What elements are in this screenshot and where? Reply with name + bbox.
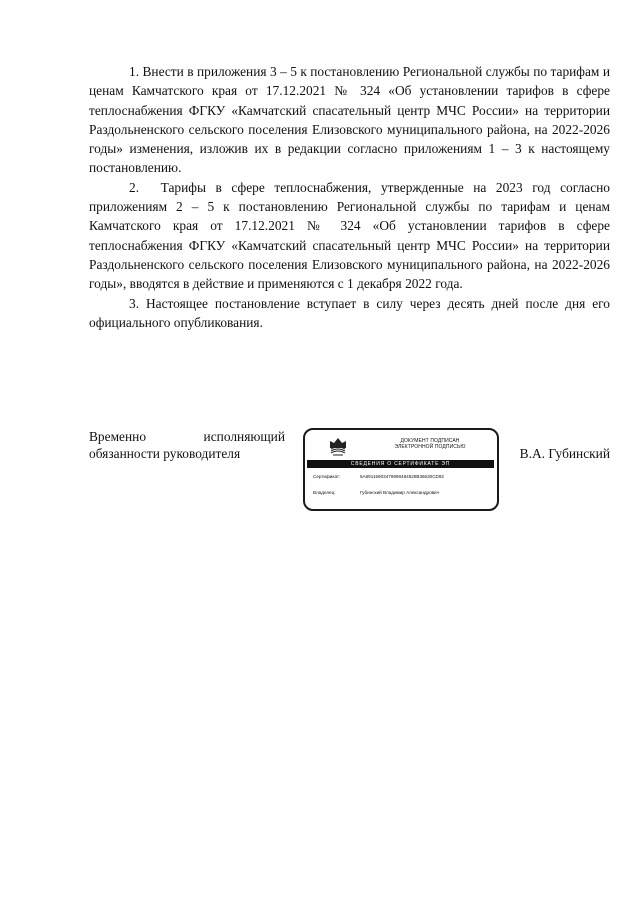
coat-of-arms-icon (327, 435, 349, 457)
signature-block (89, 428, 610, 520)
signatory-name: В.А. Губинский (519, 446, 610, 461)
certificate-label: Сертификат: (313, 474, 341, 479)
certificate-row (313, 474, 444, 480)
position-word-1: Временно (89, 429, 147, 444)
paragraph-text: Внести в приложения 3 – 5 к постановлению Региональной службы по тарифам и ценам Камчатского края от 17.12.2021 № 324 «Об установлении тарифов в сфере теплоснабжения ФГКУ «Камчатский спасательный центр МЧС России» на территории Раздольненского сельского поселения Елизовского муниципального района, на 2022-2026 годы» изменения, изложив их в редакции согласно приложениям 1 – 3 к настоящему постановлению. (89, 64, 610, 176)
stamp-heading (365, 438, 495, 450)
paragraph-text: Тарифы в сфере теплоснабжения, утвержденные на 2023 год согласно приложениям 2 – 5 к постановлению Региональной службы по тарифам и ценам Камчатского края от 17.12.2021 № 324 «Об установлении тарифов в сфере теплоснабжения ФГКУ «Камчатский спасательный центр МЧС России» на территории Раздольненского сельского поселения Елизовского муниципального района, на 2022-2026 годы», вводятся в действие и применяются с 1 декабря 2022 года. (89, 179, 610, 292)
signatory-position (89, 428, 285, 462)
stamp-heading-line-1: ДОКУМЕНТ ПОДПИСАН (400, 438, 460, 444)
certificate-info-bar: СВЕДЕНИЯ О СЕРТИФИКАТЕ ЭП (307, 460, 494, 468)
paragraph-1 (89, 62, 610, 178)
paragraph-3 (89, 294, 610, 333)
paragraph-number: 1. (129, 64, 140, 79)
document-body (89, 62, 610, 332)
electronic-signature-stamp (303, 428, 499, 511)
stamp-heading-line-2: ЭЛЕКТРОННОЙ ПОДПИСЬЮ (394, 444, 466, 450)
owner-value: Губинский Владимир Александрович (360, 490, 440, 495)
paragraph-2 (89, 178, 610, 294)
certificate-value: 5A69115903478998484828B36630CD92 (360, 474, 444, 479)
owner-row (313, 490, 439, 496)
paragraph-number: 2. (129, 179, 140, 195)
paragraph-text: Настоящее постановление вступает в силу через десять дней после дня его официального опубликования. (89, 295, 610, 330)
position-line-2: обязанности руководителя (89, 446, 241, 461)
owner-label: Владелец: (313, 490, 336, 495)
paragraph-number: 3. (129, 295, 140, 311)
position-word-2: исполняющий (203, 429, 285, 444)
